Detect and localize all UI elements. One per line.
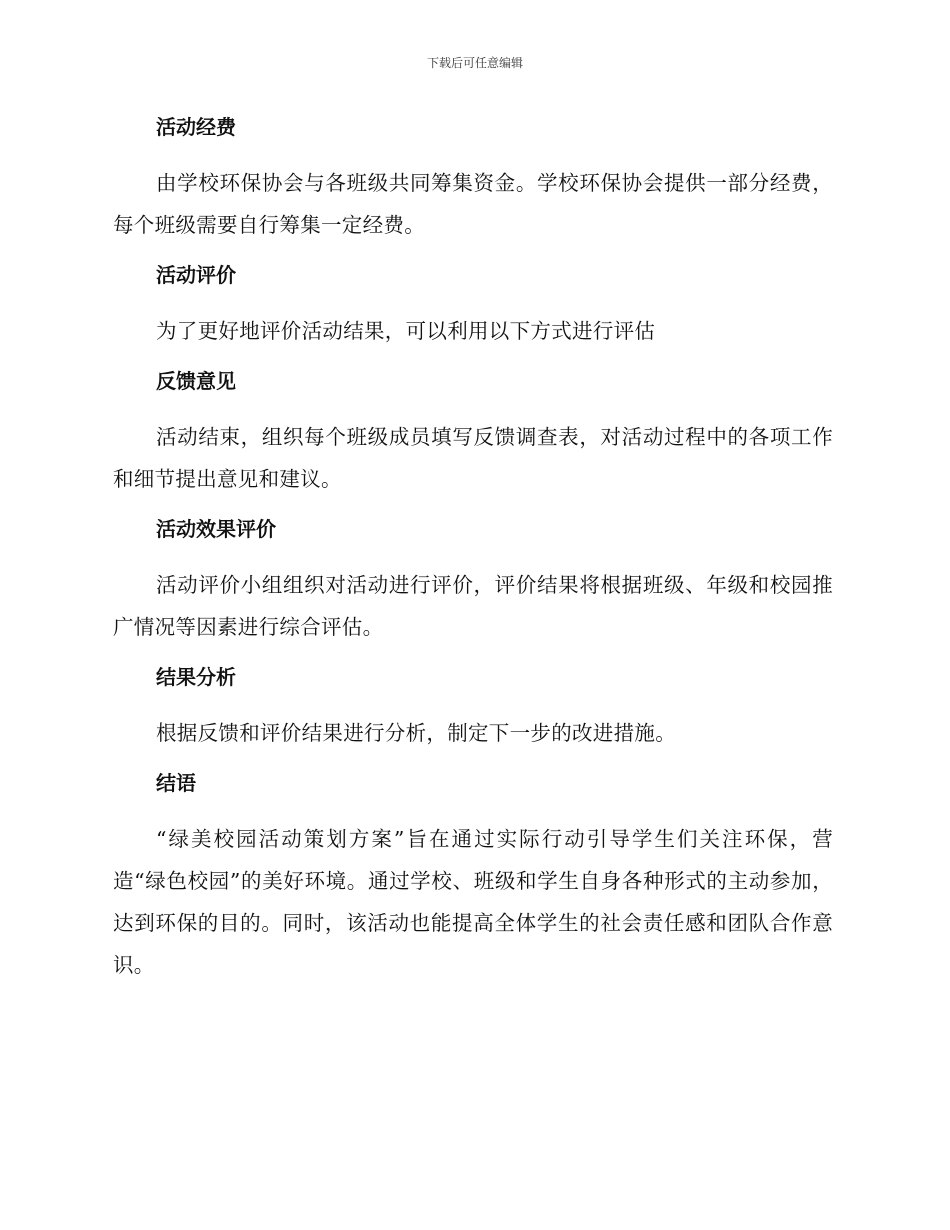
- section-funding: [113, 108, 833, 246]
- page-header: 下载后可任意编辑: [426, 56, 523, 70]
- section-heading: 结果分析: [156, 665, 236, 689]
- section-heading: 结语: [156, 771, 196, 795]
- section-paragraph: “绿美校园活动策划方案”旨在通过实际行动引导学生们关注环保，营造“绿色校园”的美好环境。通过学校、班级和学生自身各种形式的主动参加，达到环保的目的。同时，该活动也能提高全体学生的社会责任感和团队合作意识。: [113, 827, 833, 977]
- section-heading: 反馈意见: [156, 369, 236, 393]
- section-paragraph: 为了更好地评价活动结果，可以利用以下方式进行评估: [156, 319, 656, 343]
- section-result-analysis: [113, 658, 833, 754]
- section-heading: 活动评价: [156, 263, 236, 287]
- section-conclusion: [113, 764, 833, 986]
- section-paragraph: 活动结束，组织每个班级成员填写反馈调查表，对活动过程中的各项工作和细节提出意见和建议。: [113, 425, 833, 491]
- section-evaluation: [113, 256, 833, 352]
- section-effect-evaluation: [113, 510, 833, 648]
- section-paragraph: 活动评价小组组织对活动进行评价，评价结果将根据班级、年级和校园推广情况等因素进行综合评估。: [113, 573, 833, 639]
- section-heading: 活动效果评价: [156, 517, 276, 541]
- section-paragraph: 由学校环保协会与各班级共同筹集资金。学校环保协会提供一部分经费，每个班级需要自行筹集一定经费。: [113, 171, 833, 237]
- section-paragraph: 根据反馈和评价结果进行分析，制定下一步的改进措施。: [156, 721, 676, 745]
- section-heading: 活动经费: [156, 115, 236, 139]
- section-feedback: [113, 362, 833, 500]
- document-body: [113, 108, 833, 996]
